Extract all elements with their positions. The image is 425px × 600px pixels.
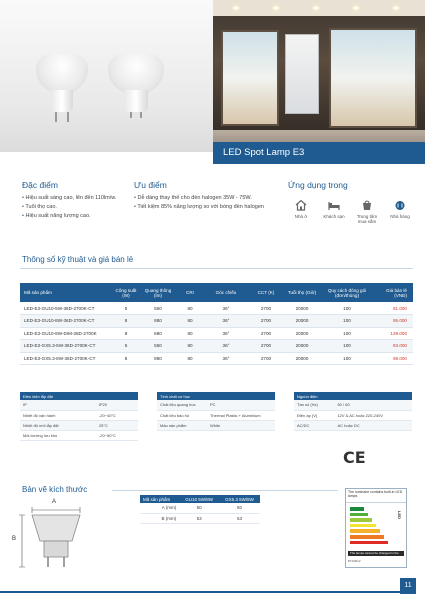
page-number: 11	[400, 578, 416, 594]
ce-mark: CE	[343, 448, 366, 467]
price-cell: 83.000	[374, 340, 413, 353]
features-title: Đặc điểm	[22, 180, 58, 190]
app-shopping-center: Trung tâm mua sắm	[354, 198, 380, 224]
col-header: Tuổi thọ (Giờ)	[284, 283, 320, 302]
price-cell: 95.000	[374, 315, 413, 328]
energy-class-bar	[350, 535, 384, 539]
table-row: AC/DC AC hoặc DC	[294, 420, 412, 430]
col-header: Góc chiếu	[204, 283, 248, 302]
spec-section-title: Thông số kỹ thuật và giá bán lẻ	[22, 255, 134, 264]
table-row: LED-E3-GU10-8W-36D-2700K-CT 8 880 80 36° 2700 20000 100 95.000	[20, 315, 413, 328]
applications-icons	[288, 198, 418, 228]
col-header: Mã sản phẩm	[20, 283, 112, 302]
section-divider	[20, 268, 413, 269]
energy-label-note: The lamps cannot be changed in the luminaire.	[348, 551, 404, 556]
price-cell: 81.000	[374, 302, 413, 315]
app-restaurant: Nhà hàng	[387, 198, 413, 219]
table-row: LED-E3-GX5.3-5W-36D-2700K-CT 5 550 80 36° 2700 20000 100 83.000	[20, 340, 413, 353]
power-table	[294, 392, 412, 431]
section-divider	[112, 490, 338, 491]
app-home: Nhà ở	[288, 198, 314, 219]
dim-label-a: A	[52, 499, 57, 505]
col-header: Mã sản phẩm	[140, 495, 179, 503]
col-header: Công suất (W)	[112, 283, 140, 302]
lamp-gx53-image	[108, 54, 164, 124]
house-icon	[294, 198, 308, 212]
spec-price-table	[20, 283, 413, 365]
energy-class-bar	[350, 529, 380, 533]
installation-table	[20, 392, 138, 441]
col-header: GU10 5W/8W	[179, 495, 219, 503]
col-header: GX5.3 5W/8W	[219, 495, 260, 503]
lamp-dimension-drawing	[12, 499, 98, 575]
advantage-item: • Dễ dàng thay thế cho đèn halogen 35W - 75W.	[134, 194, 284, 203]
footer-line	[0, 591, 400, 593]
table-row: Chất liệu quang học PC	[157, 400, 275, 410]
energy-class-bar	[350, 518, 372, 522]
col-header: CCT (K)	[248, 283, 284, 302]
spec-header-row	[20, 283, 413, 302]
dim-label-b: B	[12, 536, 17, 542]
led-mark: LED	[397, 511, 402, 519]
dimensions-table	[140, 495, 260, 524]
feature-item: • Hiệu suất sáng cao, lên đến 110lm/w.	[22, 194, 122, 203]
dims-header-row	[140, 495, 260, 503]
energy-class-bar	[350, 513, 368, 517]
advantages-list	[134, 194, 284, 212]
mechanical-table	[157, 392, 275, 431]
table-row: LED-E3-GU10-8W-DIM-36D-2700K 8 880 80 36° 2700 20000 100 139.000	[20, 327, 413, 340]
features-list	[22, 194, 122, 221]
table-row: Màu sản phẩm White	[157, 420, 275, 430]
table-row: LED-E3-GU10-5W-36D-2700K-CT 5 550 80 36° 2700 20000 100 81.000	[20, 302, 413, 315]
feature-item: • Hiệu suất năng lượng cao.	[22, 212, 122, 221]
table-header: Điều kiện lắp đặt	[20, 392, 138, 400]
advantage-item: • Tiết kiệm 85% năng lượng so với bóng đèn halogen	[134, 203, 284, 212]
col-header: Giá bán lẻ (VNĐ)	[374, 283, 413, 302]
shop-window-photo	[213, 0, 425, 152]
col-header: Quy cách đóng gói (đơn/thùng)	[320, 283, 374, 302]
product-title: LED Spot Lamp E3	[213, 142, 425, 164]
table-row: IP IP20	[20, 400, 138, 410]
price-cell: 98.000	[374, 352, 413, 365]
restaurant-icon	[393, 198, 407, 212]
table-row: B (mm) 53 53	[140, 513, 260, 523]
energy-label	[345, 488, 407, 568]
table-row: A (mm) 50 50	[140, 503, 260, 513]
col-header: Quang thông (lm)	[140, 283, 176, 302]
table-row: Điện áp (V) 12V & AC hoặc 220-240V	[294, 410, 412, 420]
table-row: LED-E3-GX5.3-8W-36D-2700K-CT 8 880 80 36° 2700 20000 100 98.000	[20, 352, 413, 365]
table-header: Tính chất cơ học	[157, 392, 275, 400]
drawing-title: Bản vẽ kích thước	[22, 485, 88, 494]
table-row: Nhiệt độ môi lắp đặt 25°C	[20, 420, 138, 430]
advantages-title: Ưu điểm	[134, 180, 167, 190]
shopping-center-icon	[360, 198, 374, 212]
table-row: Nhiệt độ vận hành -20~40°C	[20, 410, 138, 420]
table-row: Chất liệu bảo hộ Thermal Plastic + Aluminium	[157, 410, 275, 420]
energy-class-bar	[350, 524, 376, 528]
table-row: Tần số (Hz) 50 / 60	[294, 400, 412, 410]
feature-item: • Tuổi thọ cao.	[22, 203, 122, 212]
energy-class-bar	[350, 507, 364, 511]
price-cell: 139.000	[374, 327, 413, 340]
hotel-icon	[327, 198, 341, 212]
app-hotel: Khách sạn	[321, 198, 347, 219]
energy-label-footer: 874/2012	[348, 559, 361, 563]
table-row: Môi trường lưu kho -20~50°C	[20, 430, 138, 440]
product-photo	[0, 0, 213, 152]
energy-label-header: The luminaire contains built-in LED lamps	[346, 489, 406, 503]
col-header: CRI	[176, 283, 204, 302]
applications-title: Ứng dụng trong	[288, 180, 348, 190]
lamp-gu10-image	[36, 54, 88, 124]
energy-class-bar	[350, 541, 388, 545]
table-header: Nguồn điện	[294, 392, 412, 400]
